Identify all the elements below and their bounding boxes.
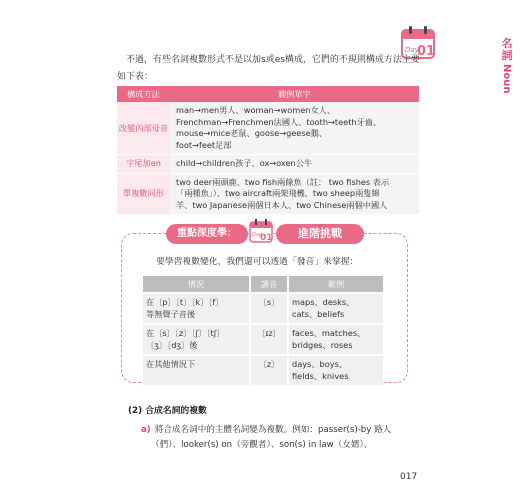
- mini-day-word: Day: [252, 232, 262, 238]
- table-row: [143, 324, 383, 355]
- case-line: 在〔s〕〔z〕〔ʃ〕〔tʃ〕: [146, 328, 225, 338]
- day-word: Day: [405, 46, 419, 54]
- case-line: 等無聲子音後: [146, 308, 196, 319]
- example-line: maps、desks、: [292, 297, 355, 307]
- example-line: cats、beliefs: [292, 308, 345, 319]
- example-line: days、boys、: [292, 359, 348, 369]
- item-line-1: 將合成名詞中的主體名詞變為複數。例如：passer(s)-by 路人: [154, 425, 392, 435]
- sound-cell: 〔s〕: [250, 293, 288, 324]
- case-cell: [143, 293, 250, 324]
- sound-cell: 〔ɪz〕: [250, 324, 288, 355]
- example-line: faces、matches、: [292, 328, 366, 338]
- item-line-2: （們）、looker(s) on（旁觀者）、son(s) in law（女婿）、: [151, 440, 373, 450]
- header-sound: 讀音: [250, 276, 288, 293]
- chapter-title-en: Noun: [501, 64, 512, 94]
- mini-day-number: 01: [260, 233, 273, 243]
- table-row: [143, 355, 383, 385]
- examples-cell: [170, 102, 419, 155]
- chapter-title-zh-2: 詞: [501, 49, 513, 62]
- chapter-title-zh-1: 名: [501, 37, 513, 50]
- list-item: [141, 423, 411, 453]
- case-cell: [143, 324, 250, 355]
- example-line: two deer兩頭鹿、two fish兩條魚（註： two fishes 表示: [176, 176, 390, 187]
- banner-left-pill: 重點深度學：: [166, 224, 248, 244]
- method-cell: 改變內部母音: [117, 102, 170, 155]
- section-title: (2) 合成名詞的複數: [128, 406, 207, 416]
- table-row: [117, 173, 419, 214]
- mini-day-calendar-icon: [248, 218, 274, 244]
- day-number: 01: [417, 44, 436, 59]
- example-line: fields、knives: [292, 370, 349, 381]
- table-header-method: 構成方法: [117, 86, 170, 102]
- examples-cell: [288, 324, 383, 355]
- examples-cell: [288, 355, 383, 385]
- example-line: bridges、roses: [292, 339, 353, 350]
- intro-paragraph: 不過，有些名詞複數形式不是以加s或es構成，它們的不規則構成方法主要如下表：: [117, 55, 420, 82]
- banner-right-pill: 進階挑戰: [276, 224, 364, 244]
- example-line: 「兩種魚」）、two aircraft兩架飛機、two sheep兩隻綿: [176, 188, 380, 198]
- example-line: child→children孩子、ox→oxen公牛: [176, 158, 313, 168]
- examples-cell: [170, 155, 419, 174]
- irregular-plural-table: [117, 86, 419, 214]
- box-intro-text: 要學習複數變化，我們還可以透過「發音」來掌握：: [156, 257, 359, 267]
- example-line: foot→feet足部: [176, 139, 232, 150]
- example-line: mouse→mice老鼠、goose→geese鵝、: [176, 128, 328, 138]
- examples-cell: [170, 173, 419, 214]
- item-marker: a): [141, 425, 151, 435]
- chapter-side-title: [500, 38, 514, 93]
- header-case: 情況: [143, 276, 250, 293]
- table-row: [143, 293, 383, 324]
- method-cell: 字尾加en: [117, 155, 170, 174]
- case-line: 〔ʒ〕〔dʒ〕後: [146, 339, 198, 350]
- table-row: [117, 102, 419, 155]
- method-cell: 單複數同形: [117, 173, 170, 214]
- sound-cell: 〔z〕: [250, 355, 288, 385]
- example-line: man→men男人、woman→women女人、: [176, 105, 336, 115]
- example-line: Frenchman→Frenchmen法國人、tooth→teeth牙齒、: [176, 116, 382, 127]
- table-header-examples: 範例單字: [170, 86, 419, 102]
- page-number: 017: [400, 472, 418, 482]
- example-line: 羊、two Japanese兩個日本人、two Chinese兩個中國人: [176, 199, 388, 210]
- examples-cell: [288, 293, 383, 324]
- case-cell: [143, 355, 250, 385]
- table-row: [117, 155, 419, 174]
- pronunciation-table: [143, 276, 383, 385]
- case-line: 在其他情況下: [146, 359, 196, 369]
- case-line: 在〔p〕〔t〕〔k〕〔f〕: [146, 297, 224, 307]
- header-examples: 範例: [288, 276, 383, 293]
